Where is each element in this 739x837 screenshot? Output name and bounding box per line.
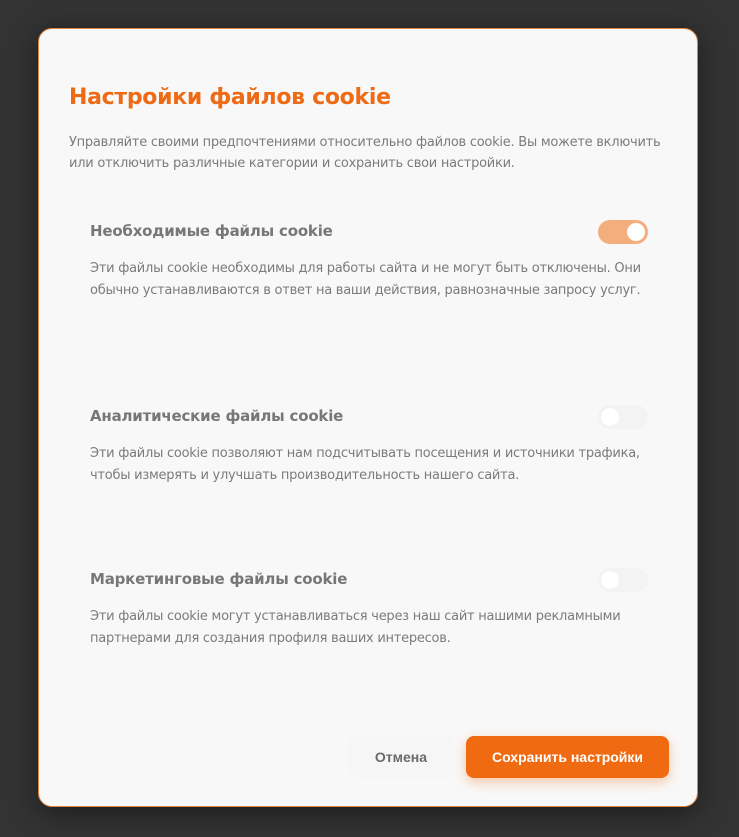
toggle-knob	[601, 408, 619, 426]
dialog-title: Настройки файлов cookie	[69, 85, 391, 110]
dialog-intro: Управляйте своими предпочтениями относительно файлов cookie. Вы можете включить или отключить различные категории и сохранить свои настройки.	[69, 135, 661, 171]
toggle-analytics[interactable]	[598, 405, 648, 429]
category-marketing-title: Маркетинговые файлы cookie	[90, 570, 348, 588]
toggle-necessary[interactable]	[598, 220, 648, 244]
toggle-marketing[interactable]	[598, 568, 648, 592]
save-settings-button[interactable]: Сохранить настройки	[466, 736, 669, 778]
category-marketing-description: Эти файлы cookie могут устанавливаться через наш сайт нашими рекламными партнерами для создания профиля ваших интересов.	[90, 609, 621, 646]
category-necessary-description: Эти файлы cookie необходимы для работы сайта и не могут быть отключены. Они обычно устанавливаются в ответ на ваши действия, равнозначные запросу услуг.	[90, 261, 641, 298]
category-analytics-description: Эти файлы cookie позволяют нам подсчитывать посещения и источники трафика, чтобы измерять и улучшать производительность нашего сайта.	[90, 446, 640, 483]
category-analytics-title: Аналитические файлы cookie	[90, 407, 344, 425]
toggle-knob	[627, 223, 645, 241]
category-necessary-title: Необходимые файлы cookie	[90, 222, 333, 240]
toggle-knob	[601, 571, 619, 589]
cookie-settings-dialog	[38, 28, 698, 807]
cancel-button[interactable]: Отмена	[349, 736, 453, 778]
